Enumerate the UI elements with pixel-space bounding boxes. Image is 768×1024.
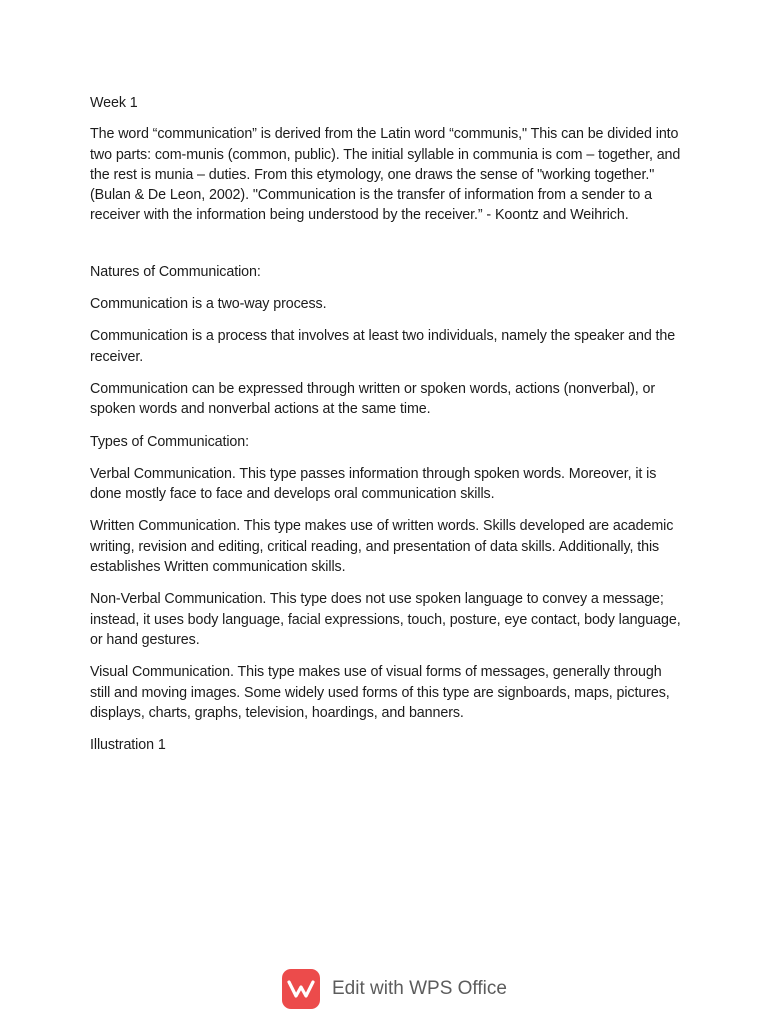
type-visual: Visual Communication. This type makes use of visual forms of messages, generally through still and moving images. Some widely used forms of this type are signboards, maps, pictures, displays, charts, graphs, television, hoardings, and banners. (90, 664, 670, 721)
document-page (90, 93, 682, 767)
illustration-label: Illustration 1 (90, 737, 166, 754)
type-verbal: Verbal Communication. This type passes information through spoken words. Moreover, it is done mostly face to face and develops oral communication skills. (90, 465, 657, 503)
natures-heading: Natures of Communication: (90, 263, 261, 280)
type-nonverbal: Non-Verbal Communication. This type does not use spoken language to convey a message; instead, it uses body language, facial expressions, touch, posture, eye contact, body language, or hand gestures. (90, 591, 681, 648)
type-written: Written Communication. This type makes use of written words. Skills developed are academic writing, revision and editing, critical reading, and presentation of data skills. Additionally, this establishes Written communication skills. (90, 518, 674, 576)
nature-item-two-way: Communication is a two-way process. (90, 296, 327, 313)
wps-logo-icon (282, 969, 320, 1009)
week-heading: Week 1 (90, 95, 138, 111)
nature-item-individuals: Communication is a process that involves at least two individuals, namely the speaker and the receiver. (90, 328, 676, 365)
types-heading: Types of Communication: (90, 433, 250, 450)
definition-paragraph: The word “communication” is derived from the Latin word “communis," This can be divided into two parts: com-munis (common, public). The initial syllable in communia is com – together, and the rest is munia – duties. From this etymology, one draws the sense of "working together." (Bulan & De Leon, 2002). "Communication is the transfer of information from a sender to a receiver with the information being understood by the receiver.” - Koontz and Weihrich. (90, 126, 681, 224)
nature-item-expression: Communication can be expressed through written or spoken words, actions (nonverbal), or spoken words and nonverbal actions at the same time. (90, 380, 656, 418)
wps-edit-label[interactable]: Edit with WPS Office (332, 978, 507, 999)
wps-edit-banner[interactable] (282, 968, 507, 1010)
